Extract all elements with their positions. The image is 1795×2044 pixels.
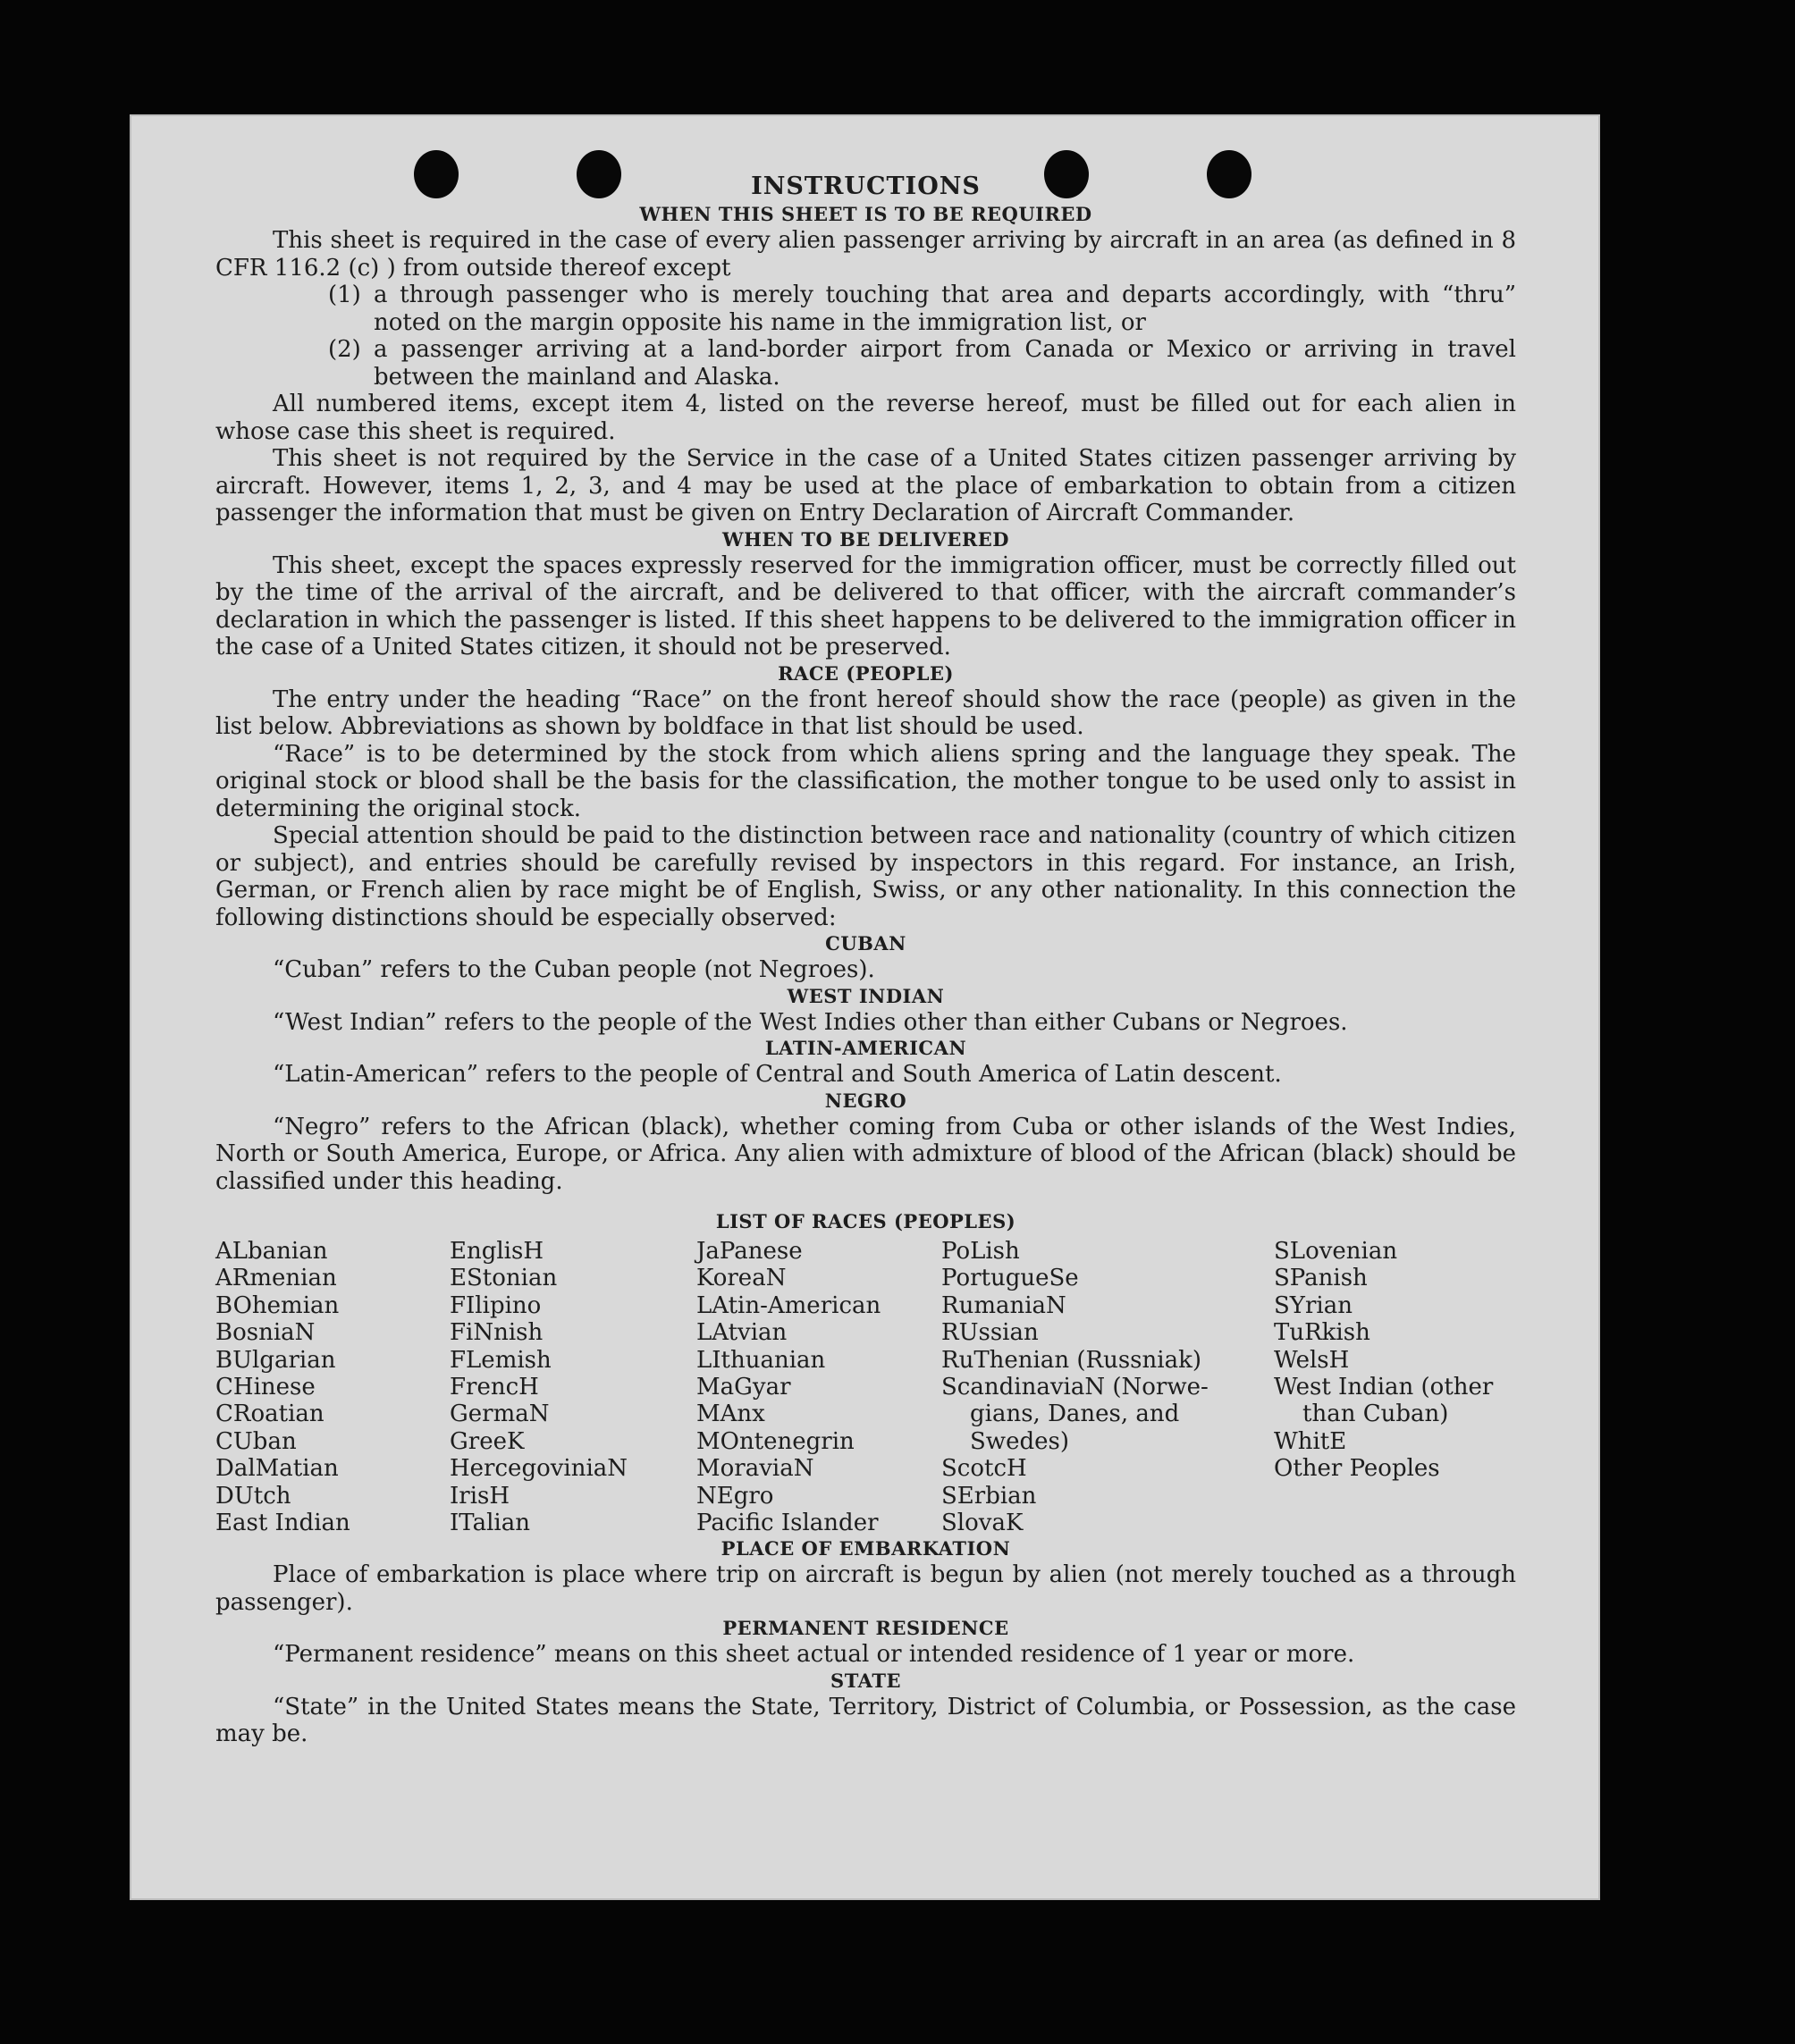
paragraph: Special attention should be paid to the distinction between race and nationality (country of which citizen or subject), and entries should be carefully revised by inspectors in this regard. For instance, an Irish, German, or French alien by race might be of English, Swiss, or any other nationality. In this connection the following distinctions should be especially observed:: [215, 822, 1516, 931]
section-heading: WEST INDIAN: [787, 984, 945, 1007]
section-heading: PLACE OF EMBARKATION: [721, 1537, 1011, 1560]
section-heading: WHEN TO BE DELIVERED: [721, 527, 1009, 551]
race-entry: Pacific Islander: [696, 1510, 879, 1537]
race-entry: MOntenegrin: [696, 1427, 855, 1455]
race-entry: WhitE: [1274, 1427, 1347, 1455]
section-heading: RACE (PEOPLE): [778, 661, 954, 685]
race-entry: ScandinaviaN (Norwe-: [941, 1374, 1209, 1401]
race-entry: CRoatian: [215, 1401, 324, 1428]
race-entry: TuRkish: [1274, 1319, 1370, 1347]
race-entry: gians, Danes, and: [970, 1401, 1180, 1428]
race-entry: PoLish: [941, 1238, 1020, 1265]
race-entry: PortugueSe: [941, 1265, 1079, 1292]
race-entry: MoraviaN: [696, 1455, 814, 1483]
race-entry: DalMatian: [215, 1455, 339, 1483]
race-entry: LIthuanian: [696, 1346, 826, 1374]
item-text: a passenger arriving at a land-border airport from Canada or Mexico or arriving in travel between the mainland and Alaska.: [374, 336, 1516, 391]
races-column: [215, 1238, 450, 1536]
page-title: INSTRUCTIONS: [751, 172, 981, 200]
paragraph: This sheet, except the spaces expressly reserved for the immigration officer, must be correctly filled out by the time of the arrival of the aircraft, and be delivered to that officer, with the aircraft commander’s declaration in which the passenger is listed. If this sheet happens to be delivered to the immigration officer in the case of a United States citizen, it should not be preserved.: [215, 551, 1516, 660]
paragraph: “Cuban” refers to the Cuban people (not Negroes).: [273, 956, 875, 983]
races-heading: LIST OF RACES (PEOPLES): [715, 1210, 1016, 1232]
race-entry: GermaN: [450, 1401, 550, 1428]
paragraph: “Negro” refers to the African (black), whether coming from Cuba or other islands of the West Indies, North or South America, Europe, or Africa. Any alien with admixture of blood of the African (black) should be classified under this heading.: [215, 1113, 1516, 1195]
race-entry: ITalian: [450, 1510, 530, 1537]
race-entry: West Indian (other: [1274, 1374, 1494, 1401]
paragraph: “State” in the United States means the State, Territory, District of Columbia, or Possession, as the case may be.: [215, 1693, 1516, 1748]
paragraph: All numbered items, except item 4, listed on the reverse hereof, must be filled out for each alien in whose case this sheet is required.: [215, 391, 1516, 445]
section-heading: LATIN-AMERICAN: [764, 1037, 967, 1059]
document-sheet: [130, 114, 1600, 1900]
race-entry: EnglisH: [450, 1238, 544, 1265]
section-heading: NEGRO: [824, 1089, 907, 1112]
paragraph: “Latin-American” refers to the people of Central and South America of Latin descent.: [273, 1061, 1282, 1088]
race-entry: FrencH: [450, 1374, 539, 1401]
race-entry: Swedes): [970, 1427, 1069, 1455]
races-column: [450, 1238, 696, 1536]
paragraph: “West Indian” refers to the people of the West Indies other than either Cubans or Negroes.: [273, 1008, 1348, 1036]
section-heading: STATE: [830, 1669, 901, 1692]
paragraph: This sheet is required in the case of every alien passenger arriving by aircraft in an area (as defined in 8 CFR 116.2 (c) ) from outside thereof except: [215, 227, 1516, 282]
race-entry: MaGyar: [696, 1374, 791, 1401]
races-list: [215, 1238, 1516, 1536]
race-entry: LAtvian: [696, 1319, 788, 1347]
list-item: [215, 282, 1516, 336]
race-entry: IrisH: [450, 1482, 510, 1510]
paragraph: “Permanent residence” means on this sheet actual or intended residence of 1 year or more.: [273, 1641, 1355, 1669]
race-entry: HercegoviniaN: [450, 1455, 628, 1483]
section-heading: PERMANENT RESIDENCE: [722, 1617, 1009, 1640]
race-entry: SYrian: [1274, 1291, 1353, 1319]
race-entry: FLemish: [450, 1346, 552, 1374]
section-heading: WHEN THIS SHEET IS TO BE REQUIRED: [639, 203, 1092, 225]
race-entry: MAnx: [696, 1401, 765, 1428]
race-entry: WelsH: [1274, 1346, 1350, 1374]
race-entry: EStonian: [450, 1265, 558, 1292]
paragraph: This sheet is not required by the Service in the case of a United States citizen passenger arriving by aircraft. However, items 1, 2, 3, and 4 may be used at the place of embarkation to obtain from a citizen passenger the information that must be given on Entry Declaration of Aircraft Commander.: [215, 445, 1516, 526]
race-entry: NEgro: [696, 1482, 774, 1510]
race-entry: ScotcH: [941, 1455, 1027, 1483]
race-entry: RUssian: [941, 1319, 1039, 1347]
race-entry: ARmenian: [215, 1265, 337, 1292]
paragraph: The entry under the heading “Race” on the front hereof should show the race (people) as given in the list below. Abbreviations as shown by boldface in that list should be used.: [215, 686, 1516, 740]
item-number: (2): [328, 336, 361, 363]
race-entry: Other Peoples: [1274, 1455, 1440, 1483]
race-entry: KoreaN: [696, 1265, 787, 1292]
race-entry: FiNnish: [450, 1319, 544, 1347]
race-entry: JaPanese: [696, 1238, 803, 1265]
races-column: [1274, 1238, 1516, 1536]
race-entry: LAtin-American: [696, 1291, 881, 1319]
race-entry: SLovenian: [1274, 1238, 1398, 1265]
race-entry: FIlipino: [450, 1291, 542, 1319]
race-entry: than Cuban): [1302, 1401, 1449, 1428]
race-entry: SlovaK: [941, 1510, 1024, 1537]
races-column: [696, 1238, 941, 1536]
paragraph: “Race” is to be determined by the stock from which aliens spring and the language they speak. The original stock or blood shall be the basis for the classification, the mother tongue to be used only to assist in determining the original stock.: [215, 740, 1516, 822]
instructions-body: [215, 172, 1516, 1748]
race-entry: DUtch: [215, 1482, 291, 1510]
race-entry: ALbanian: [215, 1238, 328, 1265]
section-heading: CUBAN: [825, 932, 906, 955]
race-entry: East Indian: [215, 1510, 350, 1537]
item-number: (1): [328, 282, 361, 308]
item-text: a through passenger who is merely touching that area and departs accordingly, with “thru” noted on the margin opposite his name in the immigration list, or: [374, 282, 1516, 336]
race-entry: SErbian: [941, 1482, 1037, 1510]
race-entry: BUlgarian: [215, 1346, 336, 1374]
races-column: [941, 1238, 1274, 1536]
race-entry: BOhemian: [215, 1291, 340, 1319]
race-entry: CHinese: [215, 1374, 316, 1401]
race-entry: CUban: [215, 1427, 297, 1455]
race-entry: RuThenian (Russniak): [941, 1346, 1201, 1374]
race-entry: BosniaN: [215, 1319, 316, 1347]
race-entry: SPanish: [1274, 1265, 1368, 1292]
list-item: [215, 336, 1516, 391]
race-entry: GreeK: [450, 1427, 525, 1455]
race-entry: RumaniaN: [941, 1291, 1066, 1319]
paragraph: Place of embarkation is place where trip on aircraft is begun by alien (not merely touched as a through passenger).: [215, 1561, 1516, 1616]
